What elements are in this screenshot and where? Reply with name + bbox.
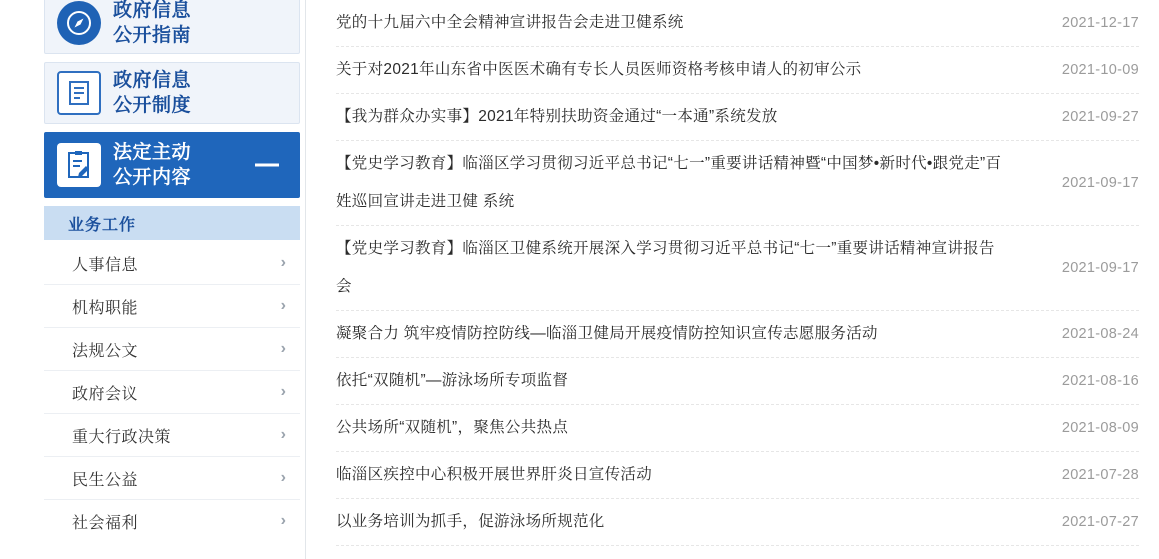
news-title[interactable]: 【我为群众办实事】2021年特别扶助资金通过“一本通”系统发放 [336,108,778,125]
sidebar-item-label: 机构职能 [72,299,139,317]
news-list-item[interactable] [336,141,1139,226]
collapse-minus-icon[interactable] [255,164,279,167]
sidebar-card-statutory-content[interactable] [44,132,300,198]
sidebar-item-label: 社会福利 [72,514,139,532]
news-date: 2021-07-28 [1061,467,1139,483]
card-line-1: 政府信息 [113,70,192,91]
news-title[interactable]: 党的十九届六中全会精神宣讲报告会走进卫健系统 [336,14,684,31]
chevron-right-icon: › [280,426,286,443]
document-list-icon [57,71,101,115]
sidebar-item-major-decisions[interactable] [44,414,300,457]
news-date: 2021-07-27 [1061,514,1139,530]
news-date: 2021-10-09 [1061,62,1139,78]
chevron-right-icon: › [280,254,286,271]
news-list-item[interactable] [336,47,1139,94]
card-line-2: 公开内容 [113,167,192,188]
chevron-right-icon: › [280,297,286,314]
sidebar [0,0,305,559]
sidebar-item-social-welfare[interactable] [44,500,300,532]
news-list-item[interactable] [336,226,1139,311]
news-list-item[interactable] [336,405,1139,452]
news-list-item[interactable] [336,94,1139,141]
news-title[interactable]: 【党史学习教育】临淄区卫健系统开展深入学习贯彻习近平总书记“七一”重要讲话精神宣讲报告会 [336,240,995,295]
news-title[interactable]: 临淄区疾控中心积极开展世界肝炎日宣传活动 [336,466,653,483]
news-date: 2021-08-16 [1061,373,1139,389]
compass-icon [57,1,101,45]
sidebar-subheader-label: 业务工作 [68,216,137,234]
sidebar-card-open-guide[interactable] [44,0,300,54]
chevron-right-icon: › [280,383,286,400]
news-date: 2021-09-17 [1061,260,1139,276]
news-date: 2021-08-24 [1061,326,1139,342]
card-line-1: 法定主动 [113,142,192,163]
sidebar-item-public-welfare[interactable] [44,457,300,500]
sidebar-item-organization[interactable] [44,285,300,328]
sidebar-item-government-meetings[interactable] [44,371,300,414]
news-date: 2021-08-09 [1061,420,1139,436]
chevron-right-icon: › [280,469,286,486]
sidebar-card-open-system[interactable] [44,62,300,124]
card-line-2: 公开指南 [113,25,192,46]
sidebar-card-label [113,68,191,118]
news-list-item[interactable] [336,0,1139,47]
sidebar-item-label: 重大行政决策 [72,428,172,446]
clipboard-pen-icon [57,143,101,187]
news-title[interactable]: 凝聚合力 筑牢疫情防控防线—临淄卫健局开展疫情防控知识宣传志愿服务活动 [336,325,878,342]
news-title[interactable]: 关于对2021年山东省中医医术确有专长人员医师资格考核申请人的初审公示 [336,61,862,78]
card-line-1: 政府信息 [113,0,192,21]
card-line-2: 公开制度 [113,95,192,116]
sidebar-item-label: 政府会议 [72,385,139,403]
sidebar-item-label: 民生公益 [72,471,139,489]
sidebar-card-label [113,0,191,48]
news-list-item[interactable] [336,499,1139,546]
news-title[interactable]: 以业务培训为抓手，促游泳场所规范化 [336,513,605,530]
news-date: 2021-09-17 [1061,175,1139,191]
news-date: 2021-09-27 [1061,109,1139,125]
sidebar-card-label [113,140,191,190]
news-list-item[interactable] [336,311,1139,358]
sidebar-item-personnel[interactable] [44,242,300,285]
sidebar-item-regulations[interactable] [44,328,300,371]
chevron-right-icon: › [280,340,286,357]
news-date: 2021-12-17 [1061,15,1139,31]
news-list-item[interactable] [336,358,1139,405]
sidebar-item-label: 法规公文 [72,342,139,360]
news-title[interactable]: 公共场所“双随机”，聚焦公共热点 [336,419,569,436]
news-title[interactable]: 【党史学习教育】临淄区学习贯彻习近平总书记“七一”重要讲话精神暨“中国梦•新时代•跟党走”百姓巡回宣讲走进卫健 系统 [336,155,1002,210]
news-list-item[interactable] [336,452,1139,499]
sidebar-item-label: 人事信息 [72,256,139,274]
news-title[interactable]: 依托“双随机”—游泳场所专项监督 [336,372,569,389]
chevron-right-icon: › [280,512,286,529]
sidebar-subheader-business-work[interactable] [44,206,300,240]
news-list [306,0,1159,559]
